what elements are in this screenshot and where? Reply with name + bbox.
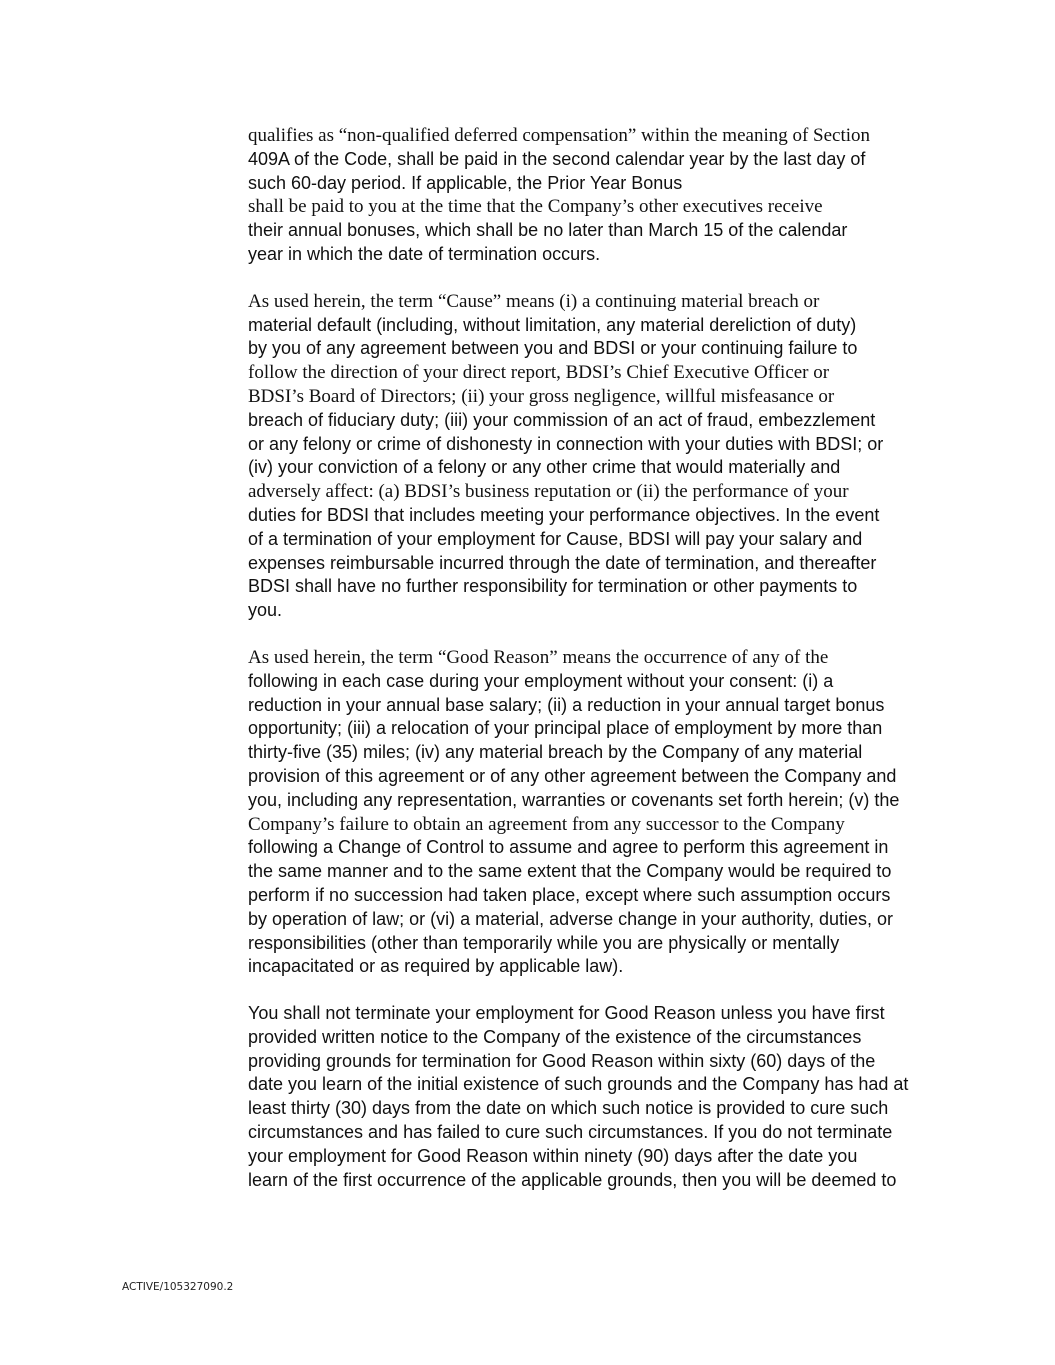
- text-line: least thirty (30) days from the date on which such notice is provided to cure such: [248, 1098, 889, 1119]
- text-line: As used herein, the term “Good Reason” means the occurrence of any of the: [248, 646, 829, 668]
- text-line: qualifies as “non-qualified deferred compensation” within the meaning of Section: [248, 125, 871, 146]
- text-line: by you of any agreement between you and BDSI or your continuing failure to: [248, 338, 858, 359]
- text-line: material default (including, without limitation, any material dereliction of duty): [248, 314, 857, 335]
- text-line: Company’s failure to obtain an agreement from any successor to the Company: [248, 813, 845, 835]
- text-line: opportunity; (iii) a relocation of your principal place of employment by more than: [248, 718, 883, 739]
- text-line: circumstances and has failed to cure such circumstances. If you do not terminate: [248, 1122, 893, 1143]
- text-line: year in which the date of termination occurs.: [248, 243, 601, 264]
- text-line: you, including any representation, warranties or covenants set forth herein; (v) the: [248, 789, 900, 810]
- document-body: [248, 124, 948, 1215]
- text-line: duties for BDSI that includes meeting your performance objectives. In the event: [248, 504, 880, 525]
- text-line: (iv) your conviction of a felony or any other crime that would materially and: [248, 457, 841, 478]
- text-line: following a Change of Control to assume and agree to perform this agreement in: [248, 837, 889, 858]
- text-line: such 60-day period. If applicable, the Prior Year Bonus: [248, 172, 683, 193]
- text-line: BDSI’s Board of Directors; (ii) your gross negligence, willful misfeasance or: [248, 385, 835, 407]
- text-line: You shall not terminate your employment for Good Reason unless you have first: [248, 1003, 885, 1024]
- text-line: provided written notice to the Company of the existence of the circumstances: [248, 1026, 862, 1047]
- text-line: breach of fiduciary duty; (iii) your commission of an act of fraud, embezzlement: [248, 409, 876, 430]
- paragraph: [248, 1002, 948, 1192]
- text-line: your employment for Good Reason within ninety (90) days after the date you: [248, 1145, 858, 1166]
- text-line: by operation of law; or (vi) a material, adverse change in your authority, duties, or: [248, 908, 893, 929]
- text-line: provision of this agreement or of any other agreement between the Company and: [248, 765, 897, 786]
- text-line: follow the direction of your direct report, BDSI’s Chief Executive Officer or: [248, 362, 830, 384]
- text-line: you.: [248, 600, 283, 621]
- text-line: As used herein, the term “Cause” means (i) a continuing material breach or: [248, 290, 820, 312]
- text-line: providing grounds for termination for Good Reason within sixty (60) days of the: [248, 1050, 876, 1071]
- text-line: BDSI shall have no further responsibility for termination or other payments to: [248, 576, 858, 597]
- text-line: their annual bonuses, which shall be no later than March 15 of the calendar: [248, 220, 848, 241]
- text-line: thirty-five (35) miles; (iv) any material breach by the Company of any material: [248, 742, 863, 763]
- text-line: of a termination of your employment for Cause, BDSI will pay your salary and: [248, 528, 863, 549]
- text-line: or any felony or crime of dishonesty in connection with your duties with BDSI; or: [248, 433, 884, 454]
- text-line: adversely affect: (a) BDSI’s business reputation or (ii) the performance of your: [248, 481, 849, 503]
- text-line: expenses reimbursable incurred through the date of termination, and thereafter: [248, 552, 877, 573]
- text-line: incapacitated or as required by applicable law).: [248, 956, 624, 977]
- text-line: responsibilities (other than temporarily while you are physically or mentally: [248, 932, 840, 953]
- paragraph: [248, 646, 948, 979]
- text-line: the same manner and to the same extent that the Company would be required to: [248, 861, 892, 882]
- paragraph: [248, 124, 948, 267]
- text-line: learn of the first occurrence of the applicable grounds, then you will be deemed to: [248, 1169, 897, 1190]
- text-line: reduction in your annual base salary; (ii) a reduction in your annual target bonus: [248, 694, 885, 715]
- text-line: perform if no succession had taken place, except where such assumption occurs: [248, 884, 891, 905]
- paragraph: [248, 290, 948, 623]
- text-line: date you learn of the initial existence of such grounds and the Company has had at: [248, 1074, 909, 1095]
- text-line: shall be paid to you at the time that the Company’s other executives receive: [248, 196, 823, 218]
- text-line: 409A of the Code, shall be paid in the second calendar year by the last day of: [248, 148, 866, 169]
- text-line: following in each case during your employment without your consent: (i) a: [248, 670, 834, 691]
- document-footer-id: ACTIVE/105327090.2: [122, 1281, 234, 1293]
